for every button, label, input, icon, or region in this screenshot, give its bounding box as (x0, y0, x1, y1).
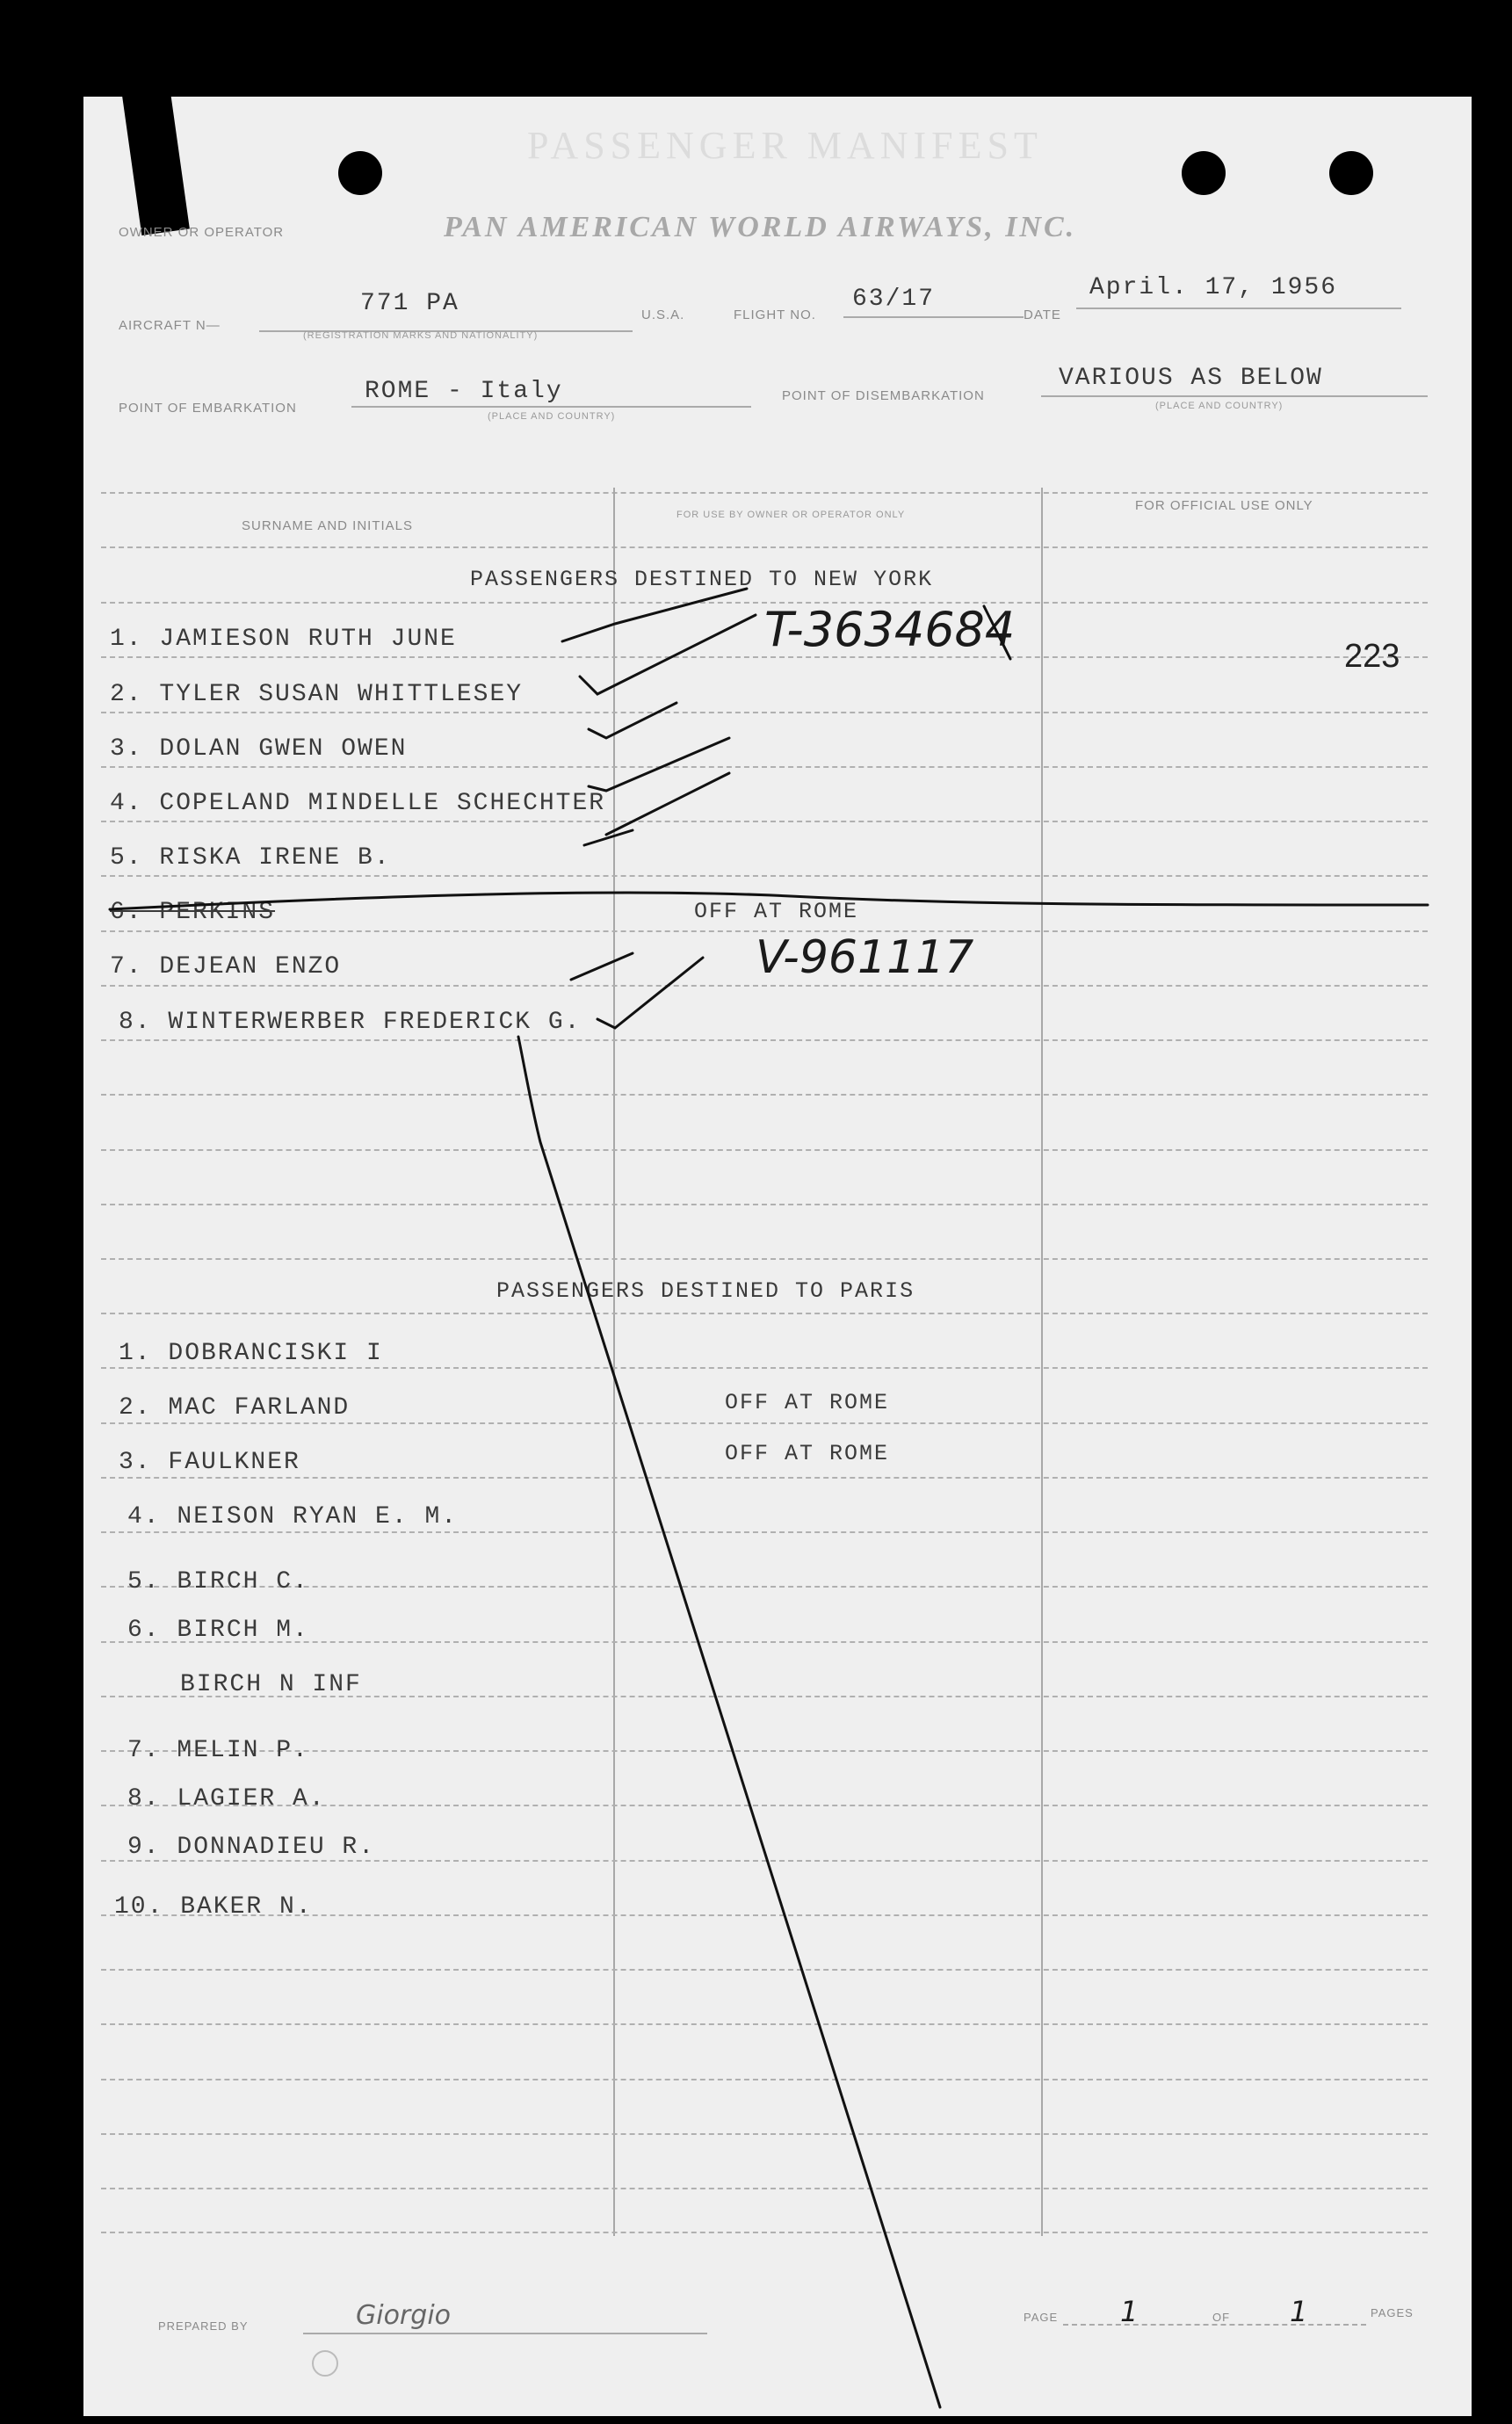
note-off-at-rome-paris-3: OFF AT ROME (725, 1441, 890, 1466)
column-header-operator: FOR USE BY OWNER OR OPERATOR ONLY (676, 510, 906, 520)
aircraft-label: AIRCRAFT N— (119, 318, 221, 333)
section-heading-paris: PASSENGERS DESTINED TO PARIS (496, 1278, 915, 1304)
flight-value: 63/17 (852, 286, 936, 313)
prepared-value: Giorgio (356, 2300, 452, 2331)
column-header-surname: SURNAME AND INITIALS (242, 518, 414, 533)
passenger-paris-6-infant: BIRCH N INF (180, 1671, 362, 1698)
airline-name: PAN AMERICAN WORLD AIRWAYS, INC. (444, 211, 1077, 243)
disembark-label: POINT OF DISEMBARKATION (782, 388, 985, 403)
passenger-ny-4: 4. COPELAND MINDELLE SCHECHTER (110, 790, 606, 817)
date-value: April. 17, 1956 (1089, 274, 1338, 301)
passenger-ny-7: 7. DEJEAN ENZO (110, 953, 342, 980)
check-mark (597, 958, 703, 1028)
page-label: PAGE (1024, 2311, 1059, 2324)
passenger-ny-1: 1. JAMIESON RUTH JUNE (110, 626, 457, 653)
passenger-paris-4: 4. NEISON RYAN E. M. (127, 1503, 459, 1530)
passenger-ny-8: 8. WINTERWERBER FREDERICK G. (119, 1009, 582, 1036)
passenger-ny-2: 2. TYLER SUSAN WHITTLESEY (110, 681, 524, 708)
official-number: 223 (1344, 638, 1400, 675)
passenger-ny-5: 5. RISKA IRENE B. (110, 844, 391, 872)
pages-label: PAGES (1371, 2306, 1414, 2319)
embark-sub: (PLACE AND COUNTRY) (488, 411, 616, 422)
aircraft-value: 771 PA (360, 290, 459, 317)
passenger-paris-10: 10. BAKER N. (114, 1893, 313, 1921)
passenger-paris-1: 1. DOBRANCISKI I (119, 1340, 383, 1367)
page-title: PASSENGER MANIFEST (527, 124, 1043, 167)
flight-label: FLIGHT NO. (734, 308, 816, 322)
strike-line-row6 (110, 893, 1428, 909)
disembark-sub: (PLACE AND COUNTRY) (1155, 401, 1284, 411)
check-mark (984, 606, 1010, 659)
passenger-paris-9: 9. DONNADIEU R. (127, 1834, 376, 1861)
column-header-official: FOR OFFICIAL USE ONLY (1135, 498, 1313, 513)
passenger-paris-2: 2. MAC FARLAND (119, 1394, 351, 1422)
section-heading-new-york: PASSENGERS DESTINED TO NEW YORK (470, 567, 934, 592)
embark-value: ROME - Italy (365, 378, 563, 405)
aircraft-sub: (REGISTRATION MARKS AND NATIONALITY) (303, 330, 539, 341)
passenger-ny-3: 3. DOLAN GWEN OWEN (110, 735, 408, 763)
handwritten-ticket-1: T-3634684 (764, 602, 1016, 657)
embark-label: POINT OF EMBARKATION (119, 401, 297, 416)
usa-label: U.S.A. (641, 308, 685, 322)
handwritten-ticket-7: V-961117 (756, 931, 974, 984)
passenger-paris-8: 8. LAGIER A. (127, 1785, 326, 1813)
page-underline (1063, 2324, 1366, 2326)
passenger-paris-6: 6. BIRCH M. (127, 1617, 309, 1644)
passenger-ny-6: 6. PERKINS (110, 899, 276, 926)
form-stamp (312, 2350, 338, 2377)
check-mark (571, 953, 633, 980)
date-label: DATE (1024, 308, 1061, 322)
prepared-underline (303, 2333, 707, 2334)
note-off-at-rome-ny: OFF AT ROME (694, 899, 859, 924)
prepared-label: PREPARED BY (158, 2319, 249, 2333)
note-off-at-rome-paris-2: OFF AT ROME (725, 1390, 890, 1415)
owner-label: OWNER OR OPERATOR (119, 225, 285, 240)
passenger-paris-3: 3. FAULKNER (119, 1449, 300, 1476)
long-pen-line (518, 1037, 940, 2407)
of-label: OF (1212, 2311, 1231, 2324)
passenger-paris-7: 7. MELIN P. (127, 1737, 309, 1764)
check-mark (589, 703, 676, 738)
passenger-paris-5: 5. BIRCH C. (127, 1568, 309, 1595)
of-value: 1 (1290, 2295, 1308, 2328)
page-value: 1 (1120, 2295, 1139, 2328)
disembark-value: VARIOUS AS BELOW (1059, 365, 1323, 392)
